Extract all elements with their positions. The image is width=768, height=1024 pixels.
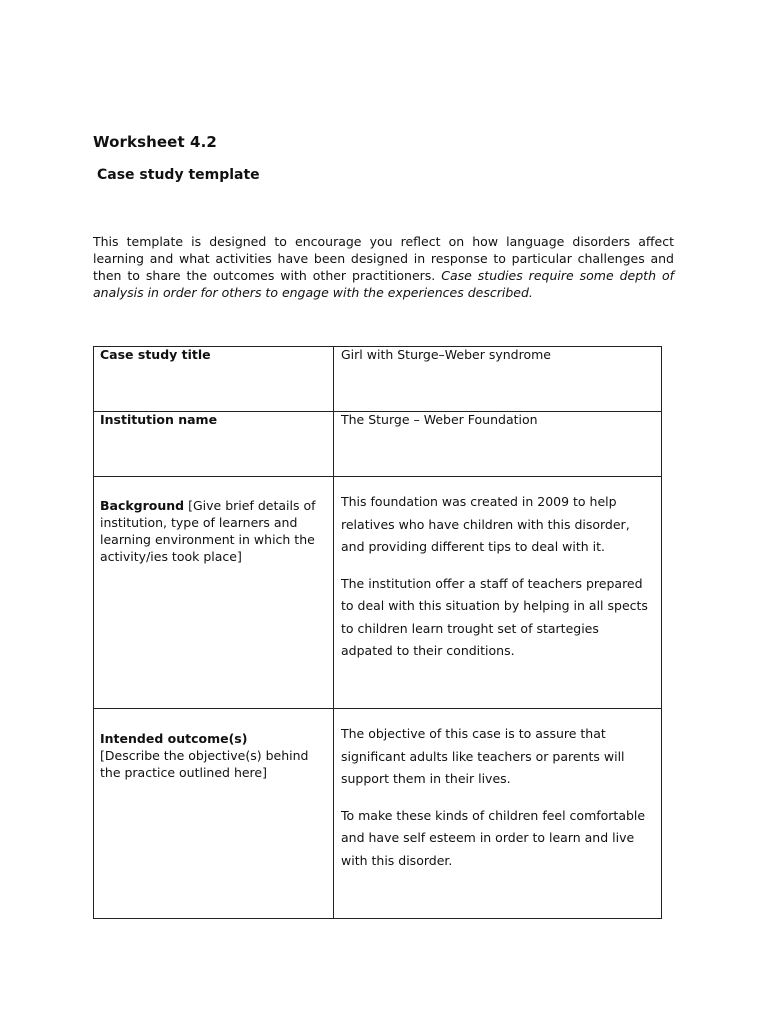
outcome-paragraph-1: The objective of this case is to assure that significant adults like teachers or parents will support them in their lives. (341, 726, 625, 786)
intro-italic-text: Case studies require some depth of analysis in order for others to engage with the experiences described. (93, 268, 674, 300)
template-title: Case study template (97, 167, 260, 183)
case-study-title-label-cell (94, 347, 334, 412)
institution-label: Institution name (100, 412, 218, 427)
institution-value: The Sturge – Weber Foundation (341, 412, 538, 427)
outcome-hint: [Describe the objective(s) behind the practice outlined here] (100, 748, 309, 780)
table-row-title (94, 347, 662, 412)
background-paragraph-2: The institution offer a staff of teachers prepared to deal with this situation by helping in all spects to children learn trought set of startegies adpated to their conditions. (341, 575, 648, 658)
background-value-cell (334, 477, 662, 709)
outcome-label-cell (94, 709, 334, 919)
institution-label-cell (94, 412, 334, 477)
outcome-label: Intended outcome(s) (100, 731, 248, 746)
case-study-table (93, 346, 662, 919)
background-paragraph-1: This foundation was created in 2009 to help relatives who have children with this disorder, and providing different tips to deal with it. (341, 494, 630, 554)
background-hint: [Give brief details of institution, type of learners and learning environment in which the activity/ies took place] (100, 498, 316, 564)
table-row-intended-outcome (94, 709, 662, 919)
table-row-background (94, 477, 662, 709)
table-row-institution (94, 412, 662, 477)
case-study-title-value: Girl with Sturge–Weber syndrome (341, 347, 551, 362)
outcome-value-cell (334, 709, 662, 919)
institution-value-cell (334, 412, 662, 477)
intro-text: This template is designed to encourage you reflect on how language disorders affect learning and what activities have been designed in response to particular challenges and then to share the outcomes with other practitioners. (93, 234, 674, 283)
worksheet-title: Worksheet 4.2 (93, 133, 217, 151)
background-label: Background (100, 498, 185, 513)
outcome-paragraph-2: To make these kinds of children feel comfortable and have self esteem in order to learn and live with this disorder. (341, 807, 646, 868)
background-label-cell (94, 477, 334, 709)
case-study-title-label: Case study title (100, 347, 211, 362)
intro-paragraph (93, 233, 674, 301)
case-study-title-value-cell (334, 347, 662, 412)
